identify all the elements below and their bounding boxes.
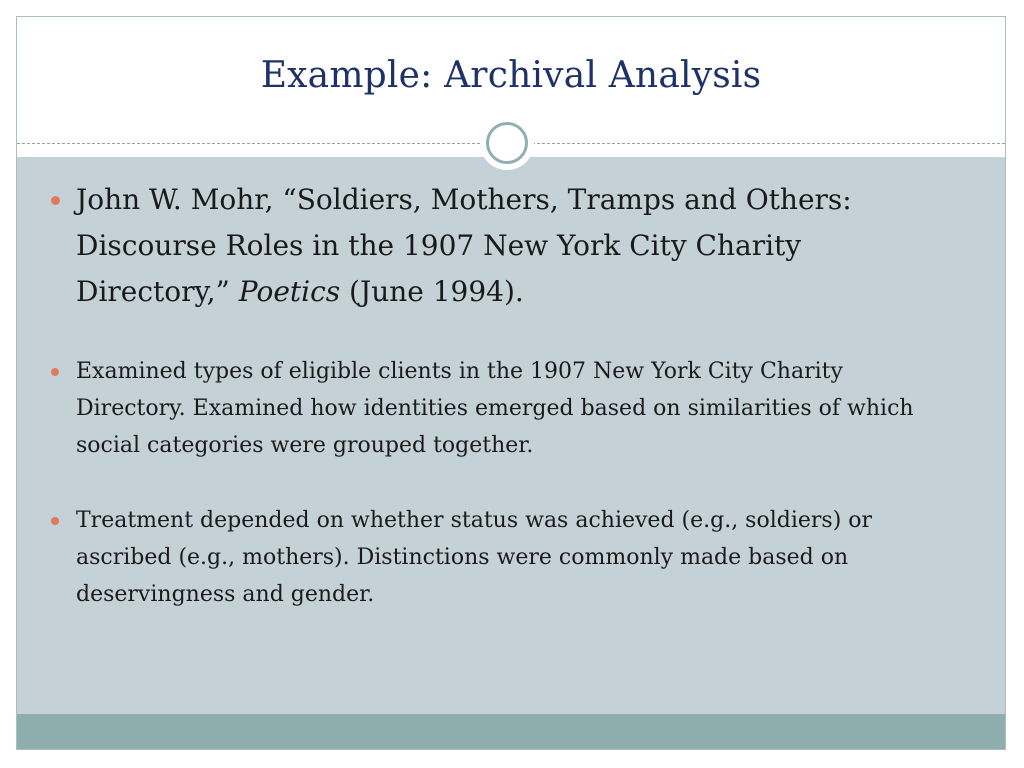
bullet-dot-icon: [51, 517, 59, 525]
bullet-item-examined: [17, 353, 1005, 464]
slide-frame: [16, 16, 1006, 750]
citation-journal: Poetics: [238, 275, 341, 308]
bottom-bar: [17, 714, 1005, 749]
bullet-list: [17, 177, 1005, 613]
bullet-text: Treatment depended on whether status was achieved (e.g., soldiers) or ascribed (e.g., mothers). Distinctions were commonly made based on deservingness and gender.: [76, 508, 873, 607]
citation-text: John W. Mohr, “Soldiers, Mothers, Tramps and Others: Discourse Roles in the 1907 New York City Charity Directory,”: [76, 183, 852, 308]
bullet-item-citation: [17, 177, 1005, 315]
bullet-item-treatment: [17, 502, 1005, 613]
citation-date: (June 1994).: [340, 275, 524, 308]
slide-title: Example: Archival Analysis: [260, 55, 762, 96]
circle-ring: [486, 122, 528, 164]
bullet-dot-icon: [51, 196, 60, 205]
bullet-text: Examined types of eligible clients in the 1907 New York City Charity Directory. Examined how identities emerged based on similarities of which social categories were grouped together.: [76, 359, 914, 458]
bullet-dot-icon: [51, 368, 59, 376]
circle-ornament-icon: [480, 116, 534, 170]
